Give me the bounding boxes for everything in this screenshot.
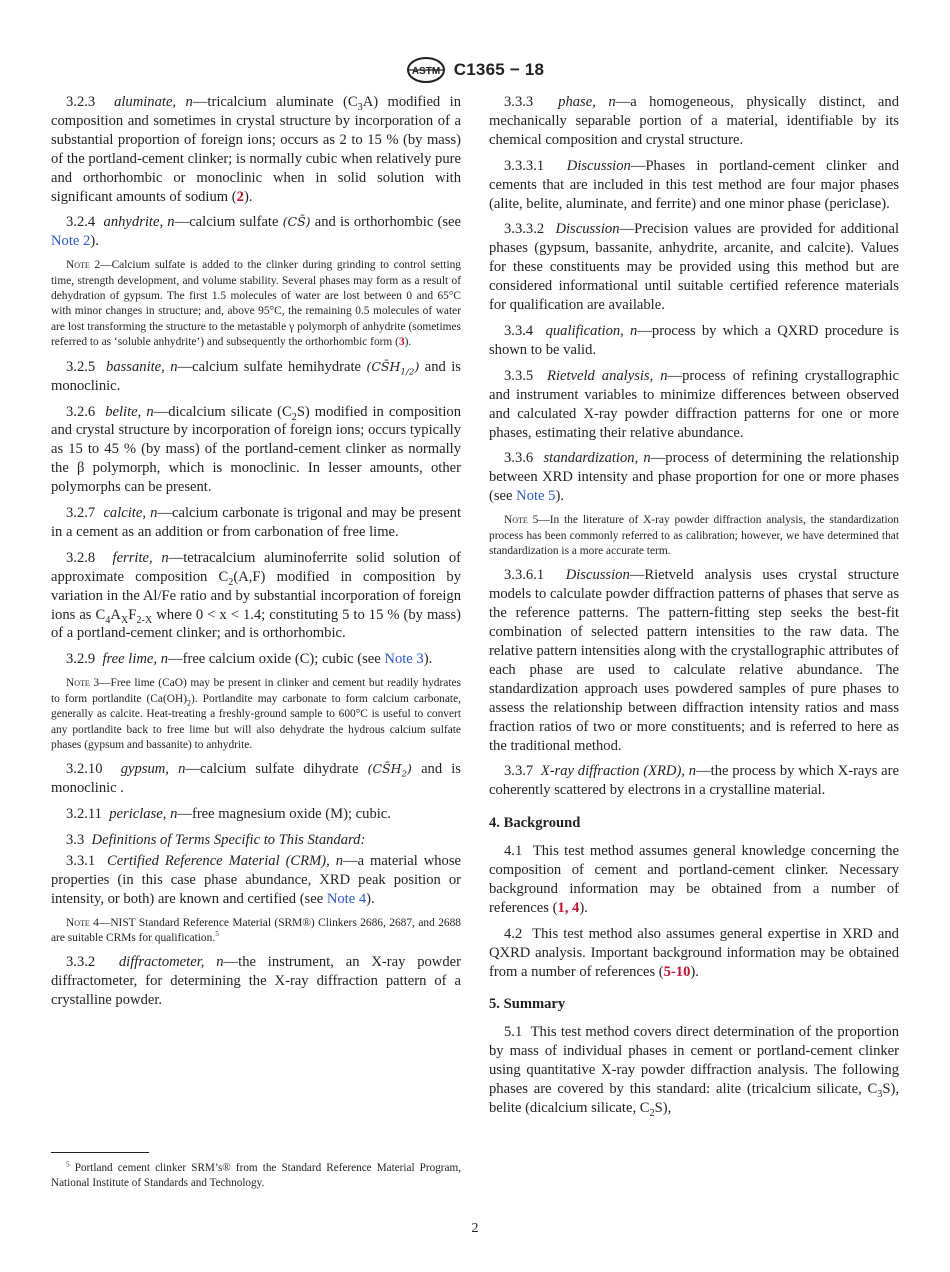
note-4-link[interactable]: Note 4 bbox=[326, 890, 367, 907]
right-column bbox=[489, 93, 899, 1125]
definition-standardization: 3.3.6 standardization, n—process of determining the relationship between XRD intensity and phase proportion for one or more phases (see Note 5). bbox=[489, 450, 900, 505]
definition-aluminate: 3.2.3 aluminate, n—tricalcium aluminate $(C_3A)$ modified in composition and sometimes in crystal structure by incorporation of a substantial proportion of foreign ions; occurs as 2 to 15 % (by mass) of the portland-cement clinker; is normally cubic when relatively pure and orthorhombic or monoclinic when in solid solution with significant amounts of sodium (2). bbox=[51, 94, 462, 205]
document-designation: C1365 − 18 bbox=[453, 60, 545, 79]
paragraph-4-2: 4.2 This test method also assumes general expertise in XRD and QXRD analysis. Important background information may be obtained from a number of references (5-10). bbox=[489, 925, 899, 980]
note-4: Note 4—NIST Standard Reference Material (SRM®) Clinkers 2686, 2687, and 2688 are suitable CRMs for qualification.$^5$ bbox=[51, 916, 461, 945]
definition-calcite: 3.2.7 calcite, n—calcium carbonate is trigonal and may be present in a cement as an addition or from carbonation of free lime. bbox=[51, 505, 461, 540]
section-3-3: 3.3 Definitions of Terms Specific to This Standard: bbox=[66, 832, 366, 849]
discussion-3-3-6-1: 3.3.6.1 Discussion—Rietveld analysis uses crystal structure models to calculate powder diffraction patterns of phases that serve as the reference patterns. The pattern-fitting step seeks the best-fit combination of selected pattern intensities to the raw data. The relative pattern intensities along with the crystallographic attributes of each phase are used to calculate relative abundance. The standardization approach uses powdered samples of pure phases to assess the relationship between diffraction intensity ratios and mass fraction ratios of two or more constituents; and is referred to here as the traditional method. bbox=[489, 567, 899, 754]
definition-ferrite: 3.2.8 ferrite, n—tetracalcium aluminoferrite solid solution of approximate composition $C_2(A,F)$ modified in composition by variation in the Al/Fe ratio and by substantial incorporation of foreign ions as $C_4A_XF_{2-X}$ where 0 < x < 1.4; constituting 5 to 15 % (by mass) of a portland-cement clinker; and is orthorhombic. bbox=[51, 549, 462, 642]
footnote: $^5$ Portland cement clinker SRM’s® from the Standard Reference Material Program, National Institute of Standards and Technology. bbox=[51, 1160, 461, 1189]
paragraph-4-1: 4.1 This test method assumes general knowledge concerning the composition of cement and portland-cement clinker. Necessary background information may be obtained from a number of references (1, 4). bbox=[489, 843, 899, 916]
note-2-link[interactable]: Note 2 bbox=[51, 233, 91, 250]
definition-phase: 3.3.3 phase, n—a homogeneous, physically distinct, and mechanically separable portion of a material, identifiable by its chemical composition and crystal structure. bbox=[489, 94, 899, 148]
note-3: Note 3—Free lime (CaO) may be present in clinker and cement but readily hydrates to form portlandite $(Ca(OH)_2)$. Portlandite may carbonate to form calcium carbonate, generally as calcite. Heat-treating a freshly-ground sample to 600°C is useful to convert any portlandite back to free lime but will also dehydrate the hydrous calcium sulfate phases (gypsum and bassanite) to anhydrite. bbox=[51, 677, 461, 751]
definition-gypsum: 3.2.10 gypsum, n—calcium sulfate dihydrate $(CS̄H_2)$ and is monoclinic . bbox=[51, 761, 461, 797]
reference-link[interactable]: 2 bbox=[236, 188, 244, 205]
definition-belite: 3.2.6 belite, n—dicalcium silicate $(C_2S)$ modified in composition and crystal structure by incorporation of foreign ions; occurs typically as 15 to 45 % (by mass) of the portland-cement clinker as normally the β polymorph, which is monoclinic. In lesser amounts, other polymorphs can be present. bbox=[51, 403, 462, 496]
discussion-3-3-3-2: 3.3.3.2 Discussion—Precision values are provided for additional phases (gypsum, bassanite, anhydrite, arcanite, and calcite). Values for these constituents may be provided using this method but are considered informational until suitable certified reference materials for qualification are available. bbox=[489, 221, 899, 314]
page-number: 2 bbox=[471, 1221, 479, 1236]
section-heading-background: 4. Background bbox=[489, 815, 581, 832]
page-header bbox=[0, 56, 950, 84]
definition-qualification: 3.3.4 qualification, n—process by which a QXRD procedure is shown to be valid. bbox=[489, 322, 900, 358]
definition-xrd: 3.3.7 X-ray diffraction (XRD), n—the process by which X-rays are coherently scattered by electrons in a crystalline material. bbox=[489, 763, 899, 799]
definition-periclase: 3.2.11 periclase, n—free magnesium oxide (M); cubic. bbox=[66, 806, 391, 823]
reference-link[interactable]: 1, 4 bbox=[557, 899, 580, 916]
discussion-3-3-3-1: 3.3.3.1 Discussion—Phases in portland-cement clinker and cements that are included in this test method are four major phases (alite, belite, aluminate, and ferrite) and one minor phase (periclase). bbox=[489, 157, 900, 212]
definition-crm: 3.3.1 Certified Reference Material (CRM), n—a material whose properties (in this case phase abundance, XRD peak position or intensity, or both) are known and certified (see Note 4). bbox=[51, 852, 462, 907]
formula-csbar: (CS̄) bbox=[282, 214, 311, 230]
paragraph-5-1: 5.1 This test method covers direct determination of the proportion by mass of individual phases in cement or portland-cement clinker using quantitative X-ray powder diffraction analysis. The following phases are covered by this standard: alite (tricalcium silicate, $C_3S$), belite (dicalcium silicate, $C_2S$), bbox=[489, 1024, 899, 1119]
astm-logo-icon bbox=[406, 57, 446, 83]
svg-text:ASTM: ASTM bbox=[411, 66, 440, 77]
note-5-link[interactable]: Note 5 bbox=[516, 488, 556, 505]
left-column bbox=[51, 93, 461, 1017]
section-heading-summary: 5. Summary bbox=[489, 996, 566, 1013]
definition-diffractometer: 3.3.2 diffractometer, n—the instrument, an X-ray powder diffractometer, for determining the X-ray diffraction pattern of a crystalline powder. bbox=[51, 954, 461, 1009]
note-3-link[interactable]: Note 3 bbox=[384, 651, 424, 668]
formula-gypsum: $(CS̄H_2)$ bbox=[367, 761, 412, 780]
note-5: Note 5—In the literature of X-ray powder diffraction analysis, the standardization process has been commonly referred to as calibration; however, we have determined that standardization is a more accurate term. bbox=[489, 514, 899, 557]
definition-free-lime: 3.2.9 free lime, n—free calcium oxide (C); cubic (see Note 3). bbox=[66, 651, 433, 668]
reference-link[interactable]: 3 bbox=[398, 336, 405, 349]
definition-rietveld: 3.3.5 Rietveld analysis, n—process of refining crystallographic and instrument variables to minimize differences between observed and calculated X-ray powder diffraction patterns for one or more phases, estimating their relative abundance. bbox=[489, 367, 900, 441]
footnote-rule bbox=[51, 1152, 149, 1153]
formula-bassanite: $(CS̄H_{1/2})$ bbox=[366, 358, 420, 378]
definition-anhydrite: 3.2.4 anhydrite, n—calcium sulfate (CS̄) and is orthorhombic (see Note 2). bbox=[51, 214, 461, 250]
note-2: Note 2—Calcium sulfate is added to the clinker during grinding to control setting time, strength development, and volume stability. Several phases may form as a result of dehydration of gypsum. The first 1.5 molecules of water are lost between 0 and 65°C with minor changes in structure; and, above 95°C, the remaining 0.5 molecules of water are lost transforming the structure to the metastable γ polymorph of anhydrite (sometimes referred to as ‘soluble anhydrite’) and subsequently the orthorhombic form (3). bbox=[51, 259, 461, 349]
reference-link[interactable]: 5-10 bbox=[663, 963, 691, 980]
definition-bassanite: 3.2.5 bassanite, n—calcium sulfate hemihydrate $(CS̄H_{1/2})$ and is monoclinic. bbox=[51, 358, 461, 394]
